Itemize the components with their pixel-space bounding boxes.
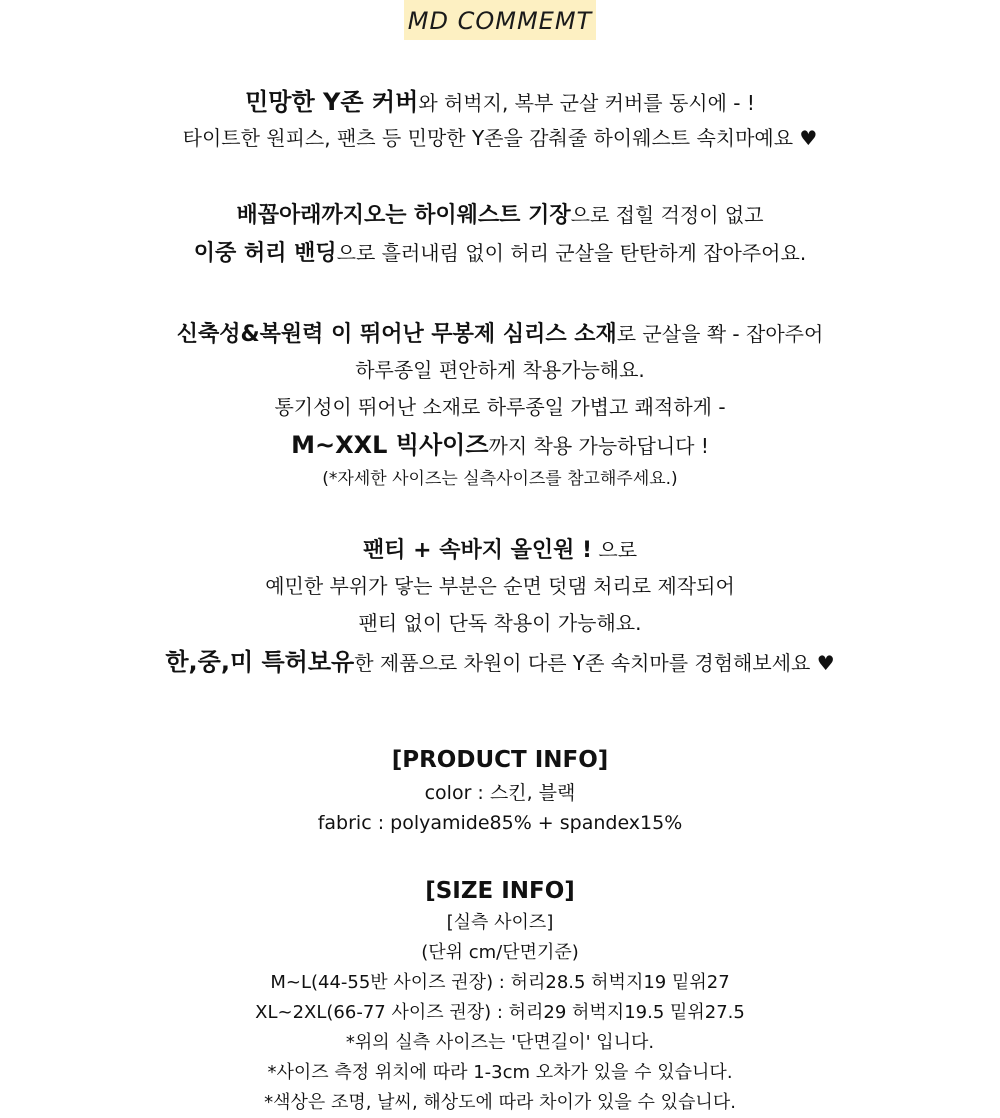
intro-highlight: 민망한 Y존 커버 xyxy=(245,88,419,116)
md-comment-heading: MD COMMEMT xyxy=(404,0,596,40)
allinone-line-2: 예민한 부위가 닿는 부분은 순면 덧댐 처리로 제작되어 xyxy=(265,574,735,598)
allinone-line-1-text: 으로 xyxy=(592,538,638,562)
allinone-line-4-text: 한 제품으로 차원이 다른 Y존 속치마를 경험해보세요 ♥ xyxy=(354,651,835,675)
allinone-line-3: 팬티 없이 단독 착용이 가능해요. xyxy=(358,611,642,635)
waist-section xyxy=(0,196,1000,272)
allinone-line-1 xyxy=(0,532,1000,568)
size-info-line: *색상은 조명, 날씨, 해상도에 따라 차이가 있을 수 있습니다. xyxy=(264,1092,736,1113)
product-info-section xyxy=(0,742,1000,838)
allinone-section xyxy=(0,532,1000,682)
intro-section xyxy=(0,84,1000,156)
fabric-line-4 xyxy=(0,426,1000,464)
size-info-line: (단위 cm/단면기준) xyxy=(421,942,579,963)
md-comment-heading-wrap xyxy=(0,0,1000,40)
product-info-title: [PRODUCT INFO] xyxy=(391,747,609,773)
patent-highlight: 한,중,미 특허보유 xyxy=(165,648,355,676)
fabric-line-2: 하루종일 편안하게 착용가능해요. xyxy=(355,358,645,382)
fabric-line-3: 통기성이 뛰어난 소재로 하루종일 가볍고 쾌적하게 - xyxy=(274,395,726,419)
size-info-line: XL~2XL(66-77 사이즈 권장) : 허리29 허벅지19.5 밑위27.5 xyxy=(255,1002,745,1023)
bigsize-highlight: M~XXL 빅사이즈 xyxy=(291,431,489,459)
intro-line-1 xyxy=(0,84,1000,120)
fabric-line-4-text: 까지 착용 가능하답니다 ! xyxy=(488,434,709,458)
waist-highlight-1: 배꼽아래까지오는 하이웨스트 기장 xyxy=(236,203,571,228)
product-fabric: fabric : polyamide85% + spandex15% xyxy=(317,812,683,834)
waist-highlight-2: 이중 허리 밴딩 xyxy=(193,241,337,266)
allinone-line-4 xyxy=(0,642,1000,682)
size-info-section xyxy=(0,874,1000,1118)
size-info-line: M~L(44-55반 사이즈 권장) : 허리28.5 허벅지19 밑위27 xyxy=(270,972,730,993)
waist-line-1-text: 으로 접힐 걱정이 없고 xyxy=(570,203,764,227)
waist-line-2 xyxy=(0,234,1000,272)
waist-line-2-text: 으로 흘러내림 없이 허리 군살을 탄탄하게 잡아주어요. xyxy=(336,241,807,265)
size-info-line: [실측 사이즈] xyxy=(446,912,554,933)
fabric-highlight: 신축성&복원력 이 뛰어난 무봉제 심리스 소재 xyxy=(176,322,617,347)
fabric-section xyxy=(0,316,1000,494)
product-color: color : 스킨, 블랙 xyxy=(424,782,576,804)
fabric-line-1-text: 로 군살을 쫙 - 잡아주어 xyxy=(616,322,824,346)
size-info-title: [SIZE INFO] xyxy=(425,878,575,904)
fabric-line-1 xyxy=(0,316,1000,352)
allinone-highlight: 팬티 + 속바지 올인원 ! xyxy=(362,538,593,563)
waist-line-1 xyxy=(0,196,1000,234)
size-info-line: *위의 실측 사이즈는 '단면길이' 입니다. xyxy=(345,1032,655,1053)
intro-line-1-text: 와 허벅지, 복부 군살 커버를 동시에 - ! xyxy=(418,91,755,115)
fabric-line-5: (*자세한 사이즈는 실측사이즈를 참고해주세요.) xyxy=(322,469,678,489)
intro-line-2: 타이트한 원피스, 팬츠 등 민망한 Y존을 감춰줄 하이웨스트 속치마예요 ♥ xyxy=(182,126,818,150)
size-info-line: *사이즈 측정 위치에 따라 1-3cm 오차가 있을 수 있습니다. xyxy=(267,1062,733,1083)
